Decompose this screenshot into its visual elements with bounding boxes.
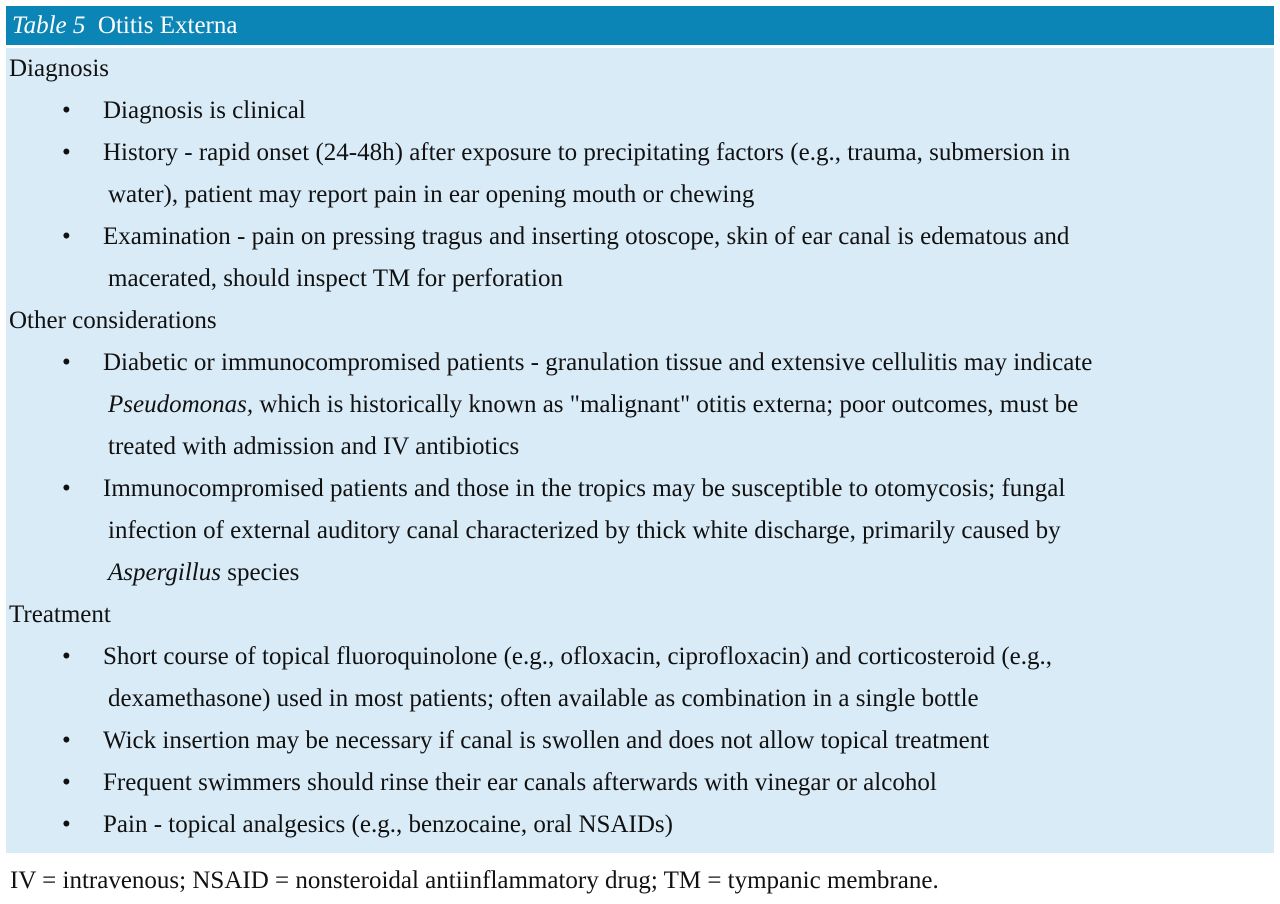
bullet-icon: • bbox=[62, 349, 71, 376]
list-item-text: Diabetic or immunocompromised patients - granulation tissue and extensive cellulitis may indicate bbox=[103, 349, 1093, 376]
bullet-icon: • bbox=[62, 811, 71, 838]
bullet-icon: • bbox=[62, 727, 71, 754]
list-item-text: Pain - topical analgesics (e.g., benzocaine, oral NSAIDs) bbox=[103, 811, 673, 838]
organism-name-italic: Pseudomonas, bbox=[108, 391, 254, 418]
list-item-continuation bbox=[6, 384, 1274, 426]
list-item-continuation: water), patient may report pain in ear opening mouth or chewing bbox=[108, 181, 755, 208]
list-item bbox=[6, 804, 1274, 846]
list-item-text: Short course of topical fluoroquinolone (e.g., ofloxacin, ciprofloxacin) and corticosteroid (e.g., bbox=[103, 643, 1053, 670]
table-number: Table 5 bbox=[12, 12, 86, 39]
bullet-icon: • bbox=[62, 139, 71, 166]
list-item-text: Immunocompromised patients and those in the tropics may be susceptible to otomycosis; fungal bbox=[103, 475, 1066, 502]
list-item bbox=[6, 216, 1274, 258]
list-item-continuation: infection of external auditory canal characterized by thick white discharge, primarily caused by bbox=[108, 517, 1061, 544]
table-footnote: IV = intravenous; NSAID = nonsteroidal antiinflammatory drug; TM = tympanic membrane. bbox=[10, 867, 939, 894]
list-item-continuation: macerated, should inspect TM for perforation bbox=[108, 265, 563, 292]
bullet-icon: • bbox=[62, 475, 71, 502]
bullet-icon: • bbox=[62, 769, 71, 796]
table-title: Otitis Externa bbox=[97, 12, 238, 39]
list-item-text: Frequent swimmers should rinse their ear canals afterwards with vinegar or alcohol bbox=[103, 769, 937, 796]
list-item bbox=[6, 468, 1274, 510]
section-title-diagnosis: Diagnosis bbox=[9, 55, 109, 82]
list-item bbox=[6, 90, 1274, 132]
list-item bbox=[6, 762, 1274, 804]
list-item-text: Examination - pain on pressing tragus and inserting otoscope, skin of ear canal is edematous and bbox=[103, 223, 1070, 250]
organism-name-italic: Aspergillus bbox=[108, 559, 221, 586]
list-item bbox=[6, 636, 1274, 678]
table-header bbox=[6, 6, 1274, 45]
table-body bbox=[6, 48, 1274, 853]
bullet-icon: • bbox=[62, 643, 71, 670]
list-item bbox=[6, 132, 1274, 174]
list-item-text: species bbox=[220, 559, 300, 586]
list-item-text: History - rapid onset (24-48h) after exposure to precipitating factors (e.g., trauma, submersion in bbox=[103, 139, 1071, 166]
list-item bbox=[6, 342, 1274, 384]
section-title-treatment: Treatment bbox=[9, 601, 111, 628]
list-item-text: which is historically known as "malignant" otitis externa; poor outcomes, must be bbox=[253, 391, 1079, 418]
list-item bbox=[6, 720, 1274, 762]
section-title-other-considerations: Other considerations bbox=[9, 307, 217, 334]
table-container bbox=[6, 6, 1274, 853]
list-item-text: Wick insertion may be necessary if canal is swollen and does not allow topical treatment bbox=[103, 727, 990, 754]
list-item-text: Diagnosis is clinical bbox=[103, 97, 306, 124]
bullet-icon: • bbox=[62, 97, 71, 124]
list-item-continuation: dexamethasone) used in most patients; often available as combination in a single bottle bbox=[108, 685, 979, 712]
list-item-continuation: treated with admission and IV antibiotics bbox=[108, 433, 520, 460]
list-item-continuation bbox=[6, 552, 1274, 594]
bullet-icon: • bbox=[62, 223, 71, 250]
